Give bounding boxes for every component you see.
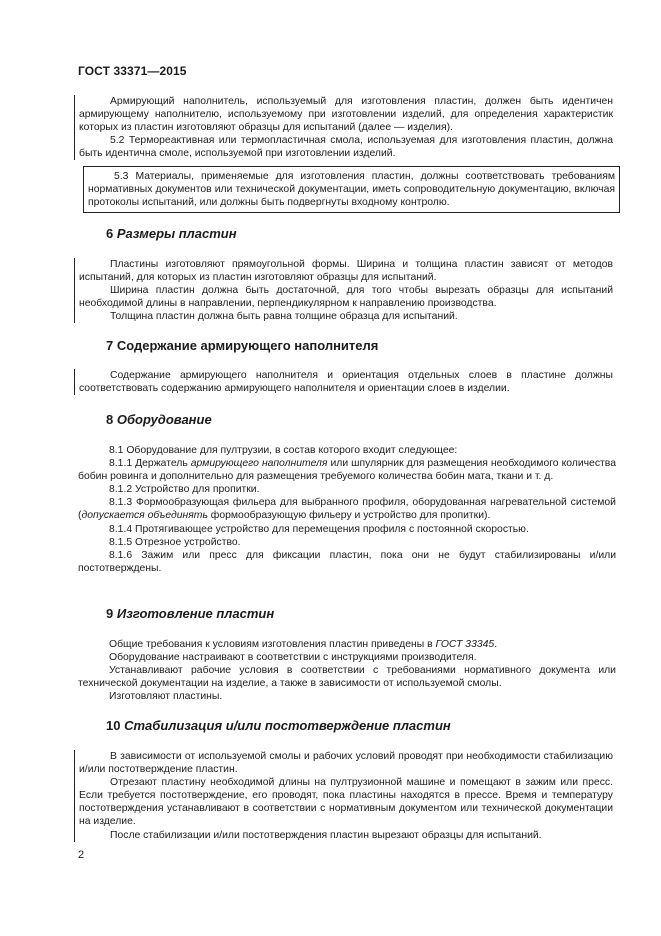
section-number: 10 xyxy=(106,718,121,733)
section-title: Изготовление пластин xyxy=(116,606,275,621)
paragraph: Общие требования к условиям изготовления пластин приведены в ГОСТ 33345. xyxy=(109,639,498,650)
paragraph: 8.1.6 Зажим или пресс для фиксации пластин, пока они не будут стабилизированы и/или постотверждены. xyxy=(78,549,616,574)
section-8-body xyxy=(78,444,616,575)
paragraph: 8.1.4 Протягивающее устройство для перемещения профиля с постоянной скоростью. xyxy=(109,523,529,535)
section-title: Содержание армирующего наполнителя xyxy=(116,338,379,353)
paragraph: 8.1.5 Отрезное устройство. xyxy=(109,536,241,548)
section-heading xyxy=(106,718,451,733)
section-number: 8 xyxy=(106,412,114,427)
paragraph: 8.1.1 Держатель армирующего наполнителя или шпулярник для размещения необходимого количества бобин ровинга и дополнительно для размещения требуемого количества бобин мата, ткани и т. д. xyxy=(78,458,616,483)
boxed-clause xyxy=(83,166,620,213)
section-title: Стабилизация и/или постотверждение пластин xyxy=(124,718,451,733)
section-number: 9 xyxy=(106,606,114,621)
paragraph: 8.1.2 Устройство для пропитки. xyxy=(109,484,260,496)
paragraph: Пластины изготовляют прямоугольной формы. Ширина и толщина пластин зависят от методов испытаний, для которых из пластин изготовляют образцы для испытаний. xyxy=(79,259,613,284)
paragraph: Содержание армирующего наполнителя и ориентация отдельных слоев в пластине должны соответствовать содержанию армирующего наполнителя и ориентации слоев в изделии. xyxy=(79,370,613,395)
paragraph: Ширина пластин должна быть достаточной, для того чтобы вырезать образцы для испытаний необходимой длины в направлении, перпендикулярном к направлению производства. xyxy=(79,285,613,310)
paragraph: После стабилизации и/или постотверждения пластин вырезают образцы для испытаний. xyxy=(110,829,542,841)
section-number: 6 xyxy=(106,226,114,241)
section-7-body xyxy=(74,369,613,395)
section-heading xyxy=(106,226,237,241)
intro-section xyxy=(74,95,613,160)
paragraph: 5.2 Термореактивная или термопластичная смола, используемая для изготовления пластин, должна быть идентична смоле, используемой при изготовлении изделий. xyxy=(79,135,613,160)
page-number: 2 xyxy=(78,849,85,861)
section-heading xyxy=(106,412,212,427)
section-title: Оборудование xyxy=(116,412,212,427)
paragraph: 8.1.3 Формообразующая фильера для выбранного профиля, оборудованная нагревательной системой (допускается объединять формообразующую фильеру и устройство для пропитки). xyxy=(78,497,616,522)
section-6-body xyxy=(74,258,613,323)
paragraph: 8.1 Оборудование для пултрузии, в состав которого входит следующее: xyxy=(109,445,458,456)
section-title: Размеры пластин xyxy=(116,226,237,241)
paragraph: Толщина пластин должна быть равна толщине образца для испытаний. xyxy=(110,311,458,323)
section-heading xyxy=(106,606,274,621)
section-heading xyxy=(106,338,378,353)
paragraph: Устанавливают рабочие условия в соответствии с требованиями нормативного документа или технической документации на изделие, а также в зависимости от используемой смолы. xyxy=(78,665,616,690)
section-9-body xyxy=(78,638,616,703)
paragraph: В зависимости от используемой смолы и рабочих условий проводят при необходимости стабилизацию и/или постотверждение пластин. xyxy=(79,751,613,776)
section-number: 7 xyxy=(106,338,114,353)
document-header: ГОСТ 33371—2015 xyxy=(78,64,187,78)
paragraph: Армирующий наполнитель, используемый для изготовления пластин, должен быть идентичен армирующему наполнителю, используемому при изготовлении изделий, для определения характеристик которых из пластин изготовляют образцы для испытаний (далее — изделия). xyxy=(79,96,613,134)
paragraph: Отрезают пластину необходимой длины на пултрузионной машине и помещают в зажим или пресс. Если требуется постотверждение, его проводят, пока пластины находятся в прессе. Время и температуру постотверждения устанавливают в соответствии с нормативным документом или технической документации на изделие. xyxy=(79,777,613,828)
section-10-body xyxy=(74,750,613,842)
paragraph: 5.3 Материалы, применяемые для изготовления пластин, должны соответствовать требованиям нормативных документов или технической документации, иметь сопроводительную документацию, включая протоколы испытаний, или должны быть подвергнуты входному контролю. xyxy=(88,171,615,209)
paragraph: Оборудование настраивают в соответствии с инструкциями производителя. xyxy=(109,652,477,664)
paragraph: Изготовляют пластины. xyxy=(109,691,223,703)
